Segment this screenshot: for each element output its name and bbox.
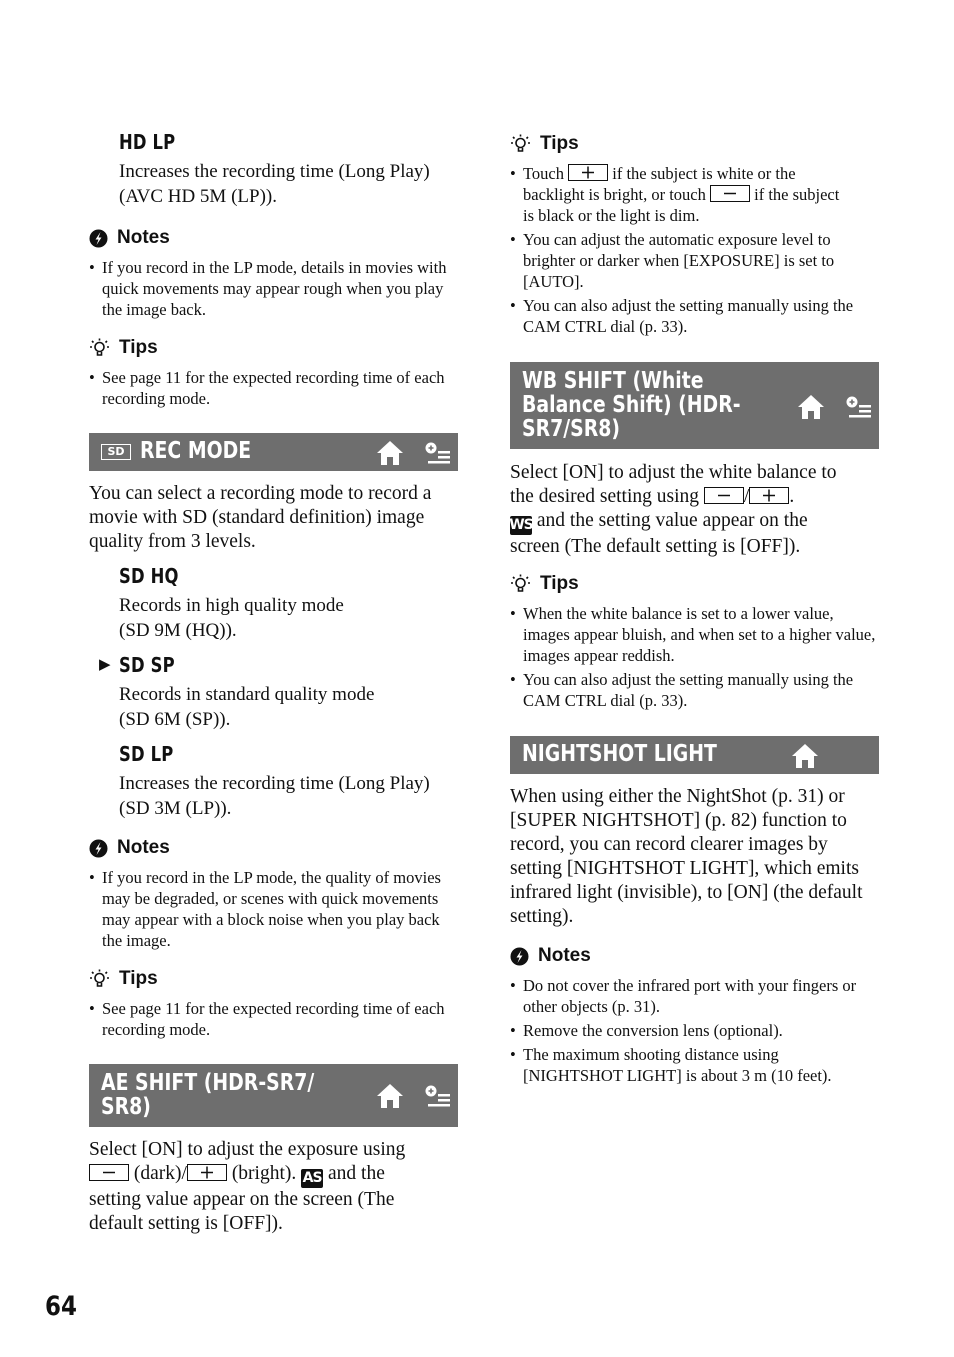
selected-marker: ▶ xyxy=(99,655,111,673)
option-desc: Records in high quality mode (SD 9M (HQ)). xyxy=(119,595,344,641)
notes-heading: Notes xyxy=(89,837,170,859)
hd-lp-title: HD LP xyxy=(119,130,176,154)
tips-heading: Tips xyxy=(510,133,579,155)
home-icon[interactable] xyxy=(376,440,404,466)
option-sd-lp xyxy=(99,742,430,821)
tips-list xyxy=(510,603,879,714)
list-item: • See page 11 for the expected recording time of each recording mode. xyxy=(89,367,458,409)
wb-shift-body: Select [ON] to adjust the white balance to the desired setting using / . WS and the setting value appear on the screen (The default setting is [OFF]). xyxy=(509,462,837,557)
list-item: • Remove the conversion lens (optional). xyxy=(510,1020,879,1041)
minus-button[interactable] xyxy=(710,185,750,202)
notes-icon xyxy=(89,839,108,858)
ae-shift-body: Select [ON] to adjust the exposure using (dark)/ (bright). AS and the setting value appear on the screen (The default setting is [OFF]). xyxy=(89,1139,406,1234)
home-icon[interactable] xyxy=(797,394,825,420)
tips-heading: Tips xyxy=(89,968,158,990)
nightshot-light-section-bar xyxy=(510,736,879,774)
personal-menu-icon[interactable] xyxy=(845,394,871,420)
lightbulb-icon xyxy=(89,968,110,990)
list-item: • You can adjust the automatic exposure level to brighter or darker when [EXPOSURE] is set to [AUTO]. xyxy=(510,229,879,292)
option-sd-hq xyxy=(99,564,344,643)
rec-mode-intro: You can select a recording mode to record a movie with SD (standard definition) image quality from 3 levels. xyxy=(89,483,432,552)
sd-mode-icon: SD xyxy=(101,444,131,460)
rec-mode-section-bar xyxy=(89,433,458,471)
nightshot-light-body: When using either the NightShot (p. 31) or [SUPER NIGHTSHOT] (p. 82) function to record, you can record clearer images by setting [NIGHTSHOT LIGHT], which emits infrared light (invisible), to [ON] (the default setting). xyxy=(510,786,863,927)
plus-button[interactable] xyxy=(568,164,608,181)
bar-icons xyxy=(376,440,450,466)
bar-icons xyxy=(791,743,819,769)
wb-shift-section-bar xyxy=(510,362,879,449)
list-item: • You can also adjust the setting manually using the CAM CTRL dial (p. 33). xyxy=(510,669,879,711)
plus-button[interactable] xyxy=(749,487,789,504)
hd-lp-item xyxy=(119,130,430,209)
tips-heading: Tips xyxy=(510,573,579,595)
tips-list xyxy=(89,367,458,412)
wb-shift-indicator-icon: WS xyxy=(509,517,533,533)
list-item: • When the white balance is set to a lower value, images appear bluish, and when set to a higher value, images appear reddish. xyxy=(510,603,879,666)
minus-button[interactable] xyxy=(704,487,744,504)
list-item: • Touch if the subject is white or the backlight is bright, or touch if the subject is black or the light is dim. xyxy=(510,163,879,226)
hd-lp-desc: Increases the recording time (Long Play) (AVC HD 5M (LP)). xyxy=(119,161,430,207)
list-item: • The maximum shooting distance using [NIGHTSHOT LIGHT] is about 3 m (10 feet). xyxy=(510,1044,879,1086)
tips-list xyxy=(510,163,879,340)
nightshot-light-title: NIGHTSHOT LIGHT xyxy=(522,741,717,767)
option-sd-sp xyxy=(99,653,374,732)
list-item: • Do not cover the infrared port with your fingers or other objects (p. 31). xyxy=(510,975,879,1017)
personal-menu-icon[interactable] xyxy=(424,1083,450,1109)
ae-shift-section-bar xyxy=(89,1064,458,1127)
notes-list xyxy=(89,257,458,323)
notes-heading: Notes xyxy=(510,945,591,967)
minus-button[interactable] xyxy=(89,1164,129,1181)
option-title: SD HQ xyxy=(119,564,179,588)
ae-shift-title: AE SHIFT (HDR-SR7/ SR8) xyxy=(101,1070,315,1120)
lightbulb-icon xyxy=(510,133,531,155)
list-item: • If you record in the LP mode, details in movies with quick movements may appear rough when you play the image back. xyxy=(89,257,458,320)
home-icon[interactable] xyxy=(376,1083,404,1109)
bar-icons xyxy=(376,1083,450,1109)
list-item: • If you record in the LP mode, the quality of movies may be degraded, or scenes with quick movements may appear with a block noise when you play back the image. xyxy=(89,867,458,951)
lightbulb-icon xyxy=(510,573,531,595)
plus-button[interactable] xyxy=(187,1164,227,1181)
tips-heading: Tips xyxy=(89,337,158,359)
ae-shift-indicator-icon: AS xyxy=(302,1170,322,1186)
notes-list xyxy=(89,867,458,954)
list-item: • See page 11 for the expected recording time of each recording mode. xyxy=(89,998,458,1040)
option-title: SD LP xyxy=(119,742,174,766)
notes-icon xyxy=(89,229,108,248)
lightbulb-icon xyxy=(89,337,110,359)
page-number: 64 xyxy=(45,1291,77,1322)
option-desc: Increases the recording time (Long Play) (SD 3M (LP)). xyxy=(119,773,430,819)
home-icon[interactable] xyxy=(791,743,819,769)
bar-icons xyxy=(797,394,871,420)
tips-list xyxy=(89,998,458,1043)
rec-mode-title: REC MODE xyxy=(140,438,252,464)
notes-heading: Notes xyxy=(89,227,170,249)
option-desc: Records in standard quality mode (SD 6M (SP)). xyxy=(119,684,375,730)
notes-list xyxy=(510,975,879,1089)
option-title: SD SP xyxy=(119,653,175,677)
personal-menu-icon[interactable] xyxy=(424,440,450,466)
notes-icon xyxy=(510,947,529,966)
list-item: • You can also adjust the setting manually using the CAM CTRL dial (p. 33). xyxy=(510,295,879,337)
wb-shift-title: WB SHIFT (White Balance Shift) (HDR- SR7/SR8) xyxy=(522,368,741,442)
